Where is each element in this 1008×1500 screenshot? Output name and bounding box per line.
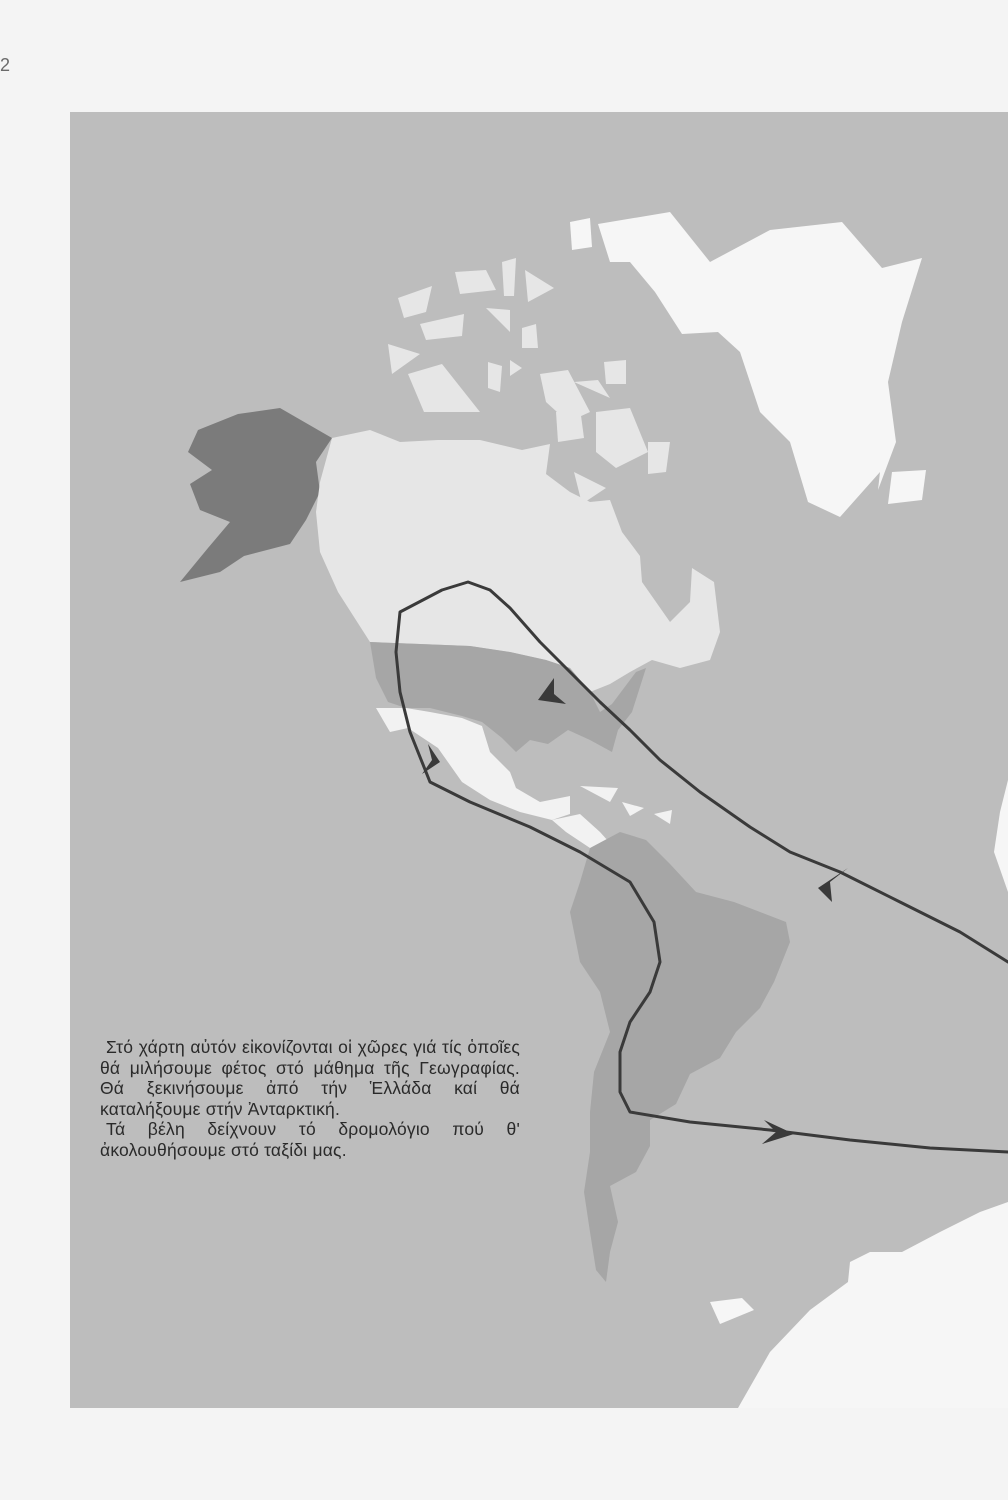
alaska <box>180 408 332 582</box>
africa-edge <box>994 780 1008 892</box>
map-caption <box>100 1037 520 1160</box>
page-number: 2 <box>0 55 11 75</box>
caribbean-islands <box>580 786 672 824</box>
antarctic-peninsula <box>710 1298 754 1324</box>
greenland-islet <box>888 470 926 504</box>
arrow-head <box>762 1120 794 1144</box>
map-panel <box>70 112 1008 1408</box>
greenland <box>598 212 922 517</box>
greenland-islet <box>570 218 592 250</box>
south-america <box>570 832 790 1282</box>
caption-paragraph-1: Στό χάρτη αὐτόν εἰκονίζονται οἱ χῶρες γιά τίς ὁποῖες θά μιλήσουμε φέτος στό μάθημα τῆς Γεωγραφίας. Θά ξεκινήσουμε ἀπό τήν Ἑλλάδα καί θά καταλήξουμε στήν Ἀνταρκτική. <box>100 1037 520 1119</box>
antarctica <box>738 1202 1008 1408</box>
caption-paragraph-2: Τά βέλη δείχνουν τό δρομολόγιο πού θ' ἀκολουθήσουμε στό ταξίδι μας. <box>100 1119 520 1160</box>
americas-route-map <box>70 112 1008 1408</box>
